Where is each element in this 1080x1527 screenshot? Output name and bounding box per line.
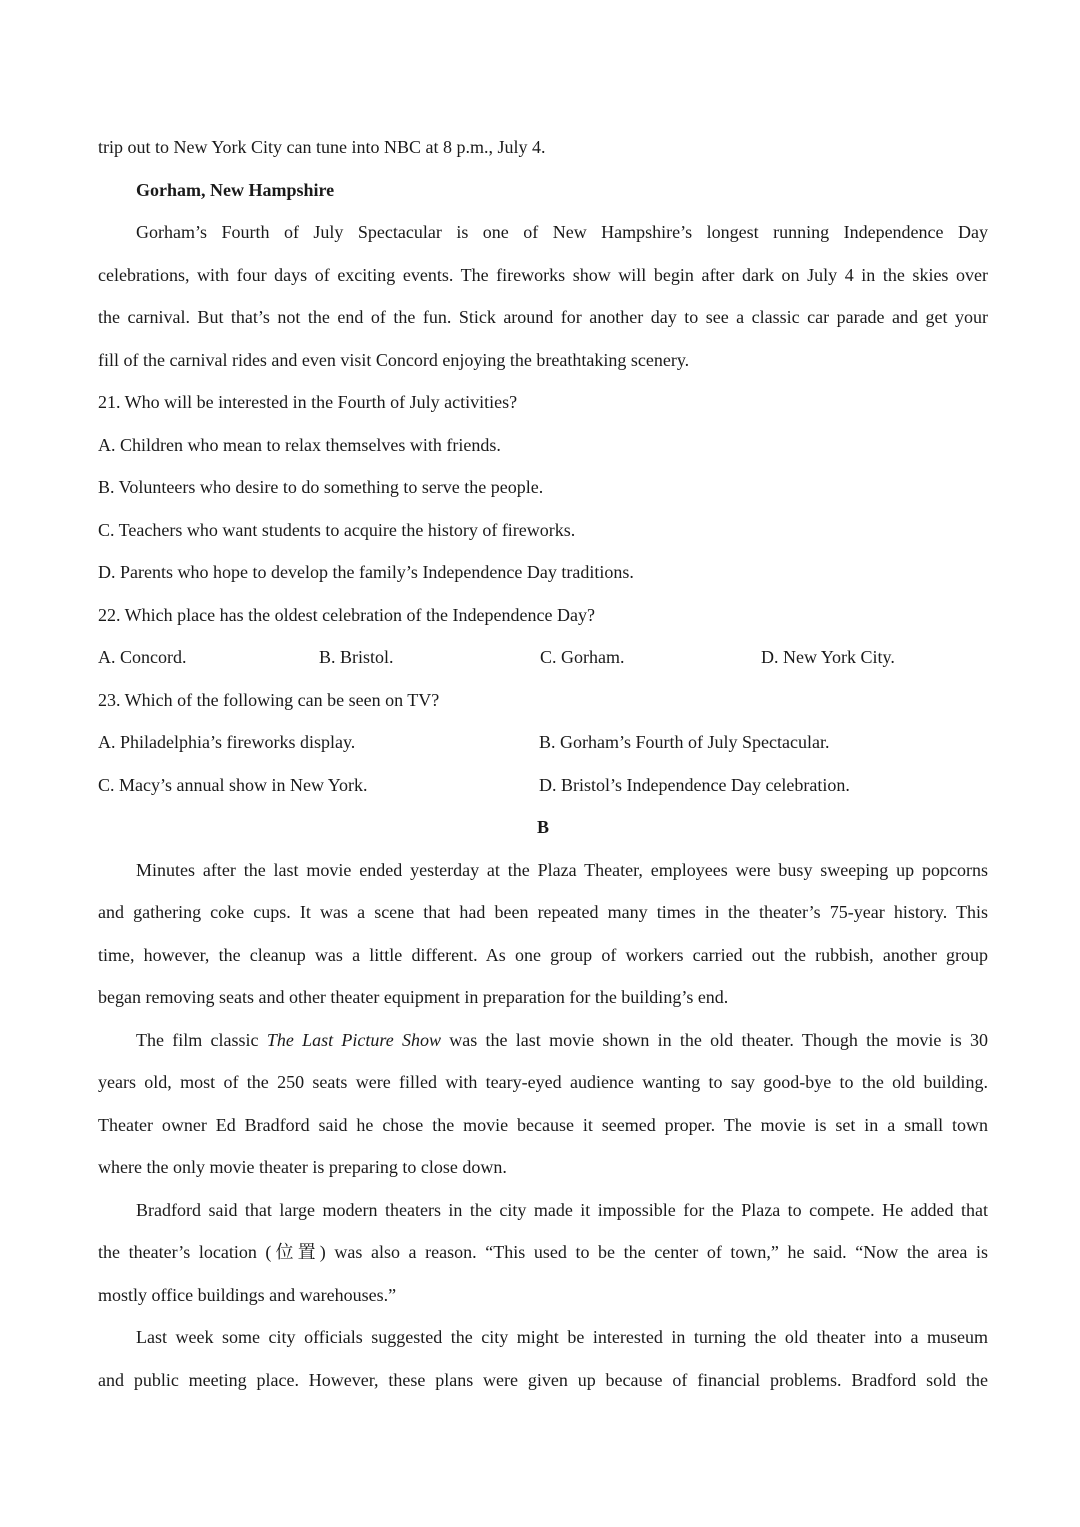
passage-b-line: and public meeting place. However, these plans were given up because of financial problems. Bradford sold the xyxy=(98,1369,988,1390)
movie-title: The Last Picture Show xyxy=(266,1029,441,1050)
question-23-options-row-1 xyxy=(98,721,988,764)
intro-line: trip out to New York City can tune into NBC at 8 p.m., July 4. xyxy=(98,137,546,157)
text-run: was the last movie shown in the old theater. Though the movie is 30 xyxy=(440,1029,988,1050)
passage-b-line: the theater’s location (位置) was also a reason. “This used to be the center of town,” he said. “Now the area is xyxy=(98,1242,988,1262)
passage-b-line: mostly office buildings and warehouses.” xyxy=(98,1284,397,1305)
question-21-option-d: D. Parents who hope to develop the family’s Independence Day traditions. xyxy=(98,562,634,582)
question-23-option-c: C. Macy’s annual show in New York. xyxy=(98,774,368,795)
question-23-option-a: A. Philadelphia’s fireworks display. xyxy=(98,732,356,752)
gorham-text-line: the carnival. But that’s not the end of the fun. Stick around for another day to see a classic car parade and get your xyxy=(98,307,988,327)
question-22-option-c: C. Gorham. xyxy=(540,647,625,667)
question-21-option-b: B. Volunteers who desire to do something to serve the people. xyxy=(98,477,544,497)
question-22-stem: 22. Which place has the oldest celebration of the Independence Day? xyxy=(98,604,595,625)
passage-b-line: and gathering coke cups. It was a scene that had been repeated many times in the theater’s 75-year history. This xyxy=(98,902,988,922)
gorham-text-line: celebrations, with four days of exciting events. The fireworks show will begin after dark on July 4 in the skies over xyxy=(98,264,988,285)
question-21-stem: 21. Who will be interested in the Fourth of July activities? xyxy=(98,392,518,412)
text-run: The film classic xyxy=(136,1029,267,1050)
gorham-text-line: Gorham’s Fourth of July Spectacular is one of New Hampshire’s longest running Independence Day xyxy=(136,222,988,242)
question-21-option-c: C. Teachers who want students to acquire the history of fireworks. xyxy=(98,519,576,540)
question-23-option-d: D. Bristol’s Independence Day celebration. xyxy=(539,774,850,795)
question-22-options xyxy=(98,636,988,679)
passage-b-line: time, however, the cleanup was a little different. As one group of workers carried out the rubbish, another group xyxy=(98,944,988,965)
passage-b-line: began removing seats and other theater equipment in preparation for the building’s end. xyxy=(98,987,729,1007)
question-23-stem: 23. Which of the following can be seen on TV? xyxy=(98,689,440,710)
passage-b-line: Minutes after the last movie ended yesterday at the Plaza Theater, employees were busy sweeping up popcorns xyxy=(136,859,988,880)
passage-b-line-with-title xyxy=(98,1019,988,1062)
question-23-option-b: B. Gorham’s Fourth of July Spectacular. xyxy=(539,732,830,752)
passage-b-line: Last week some city officials suggested the city might be interested in turning the old theater into a museum xyxy=(136,1327,988,1347)
passage-b-line: years old, most of the 250 seats were filled with teary-eyed audience wanting to say good-bye to the old building. xyxy=(98,1072,988,1092)
question-22-option-d: D. New York City. xyxy=(761,647,895,667)
question-22-option-b: B. Bristol. xyxy=(319,647,394,667)
gorham-text-line: fill of the carnival rides and even visit Concord enjoying the breathtaking scenery. xyxy=(98,349,690,370)
passage-b-line: Theater owner Ed Bradford said he chose the movie because it seemed proper. The movie is set in a small town xyxy=(98,1114,988,1135)
passage-b-line: where the only movie theater is preparing to close down. xyxy=(98,1157,507,1177)
section-heading-b: B xyxy=(536,817,549,837)
question-21-option-a: A. Children who mean to relax themselves with friends. xyxy=(98,434,501,455)
document-page xyxy=(98,126,988,1401)
section-heading-gorham: Gorham, New Hampshire xyxy=(136,179,335,200)
passage-b-line: Bradford said that large modern theaters in the city made it impossible for the Plaza to compete. He added that xyxy=(136,1199,988,1220)
question-22-option-a: A. Concord. xyxy=(98,647,187,667)
question-23-options-row-2 xyxy=(98,764,988,807)
